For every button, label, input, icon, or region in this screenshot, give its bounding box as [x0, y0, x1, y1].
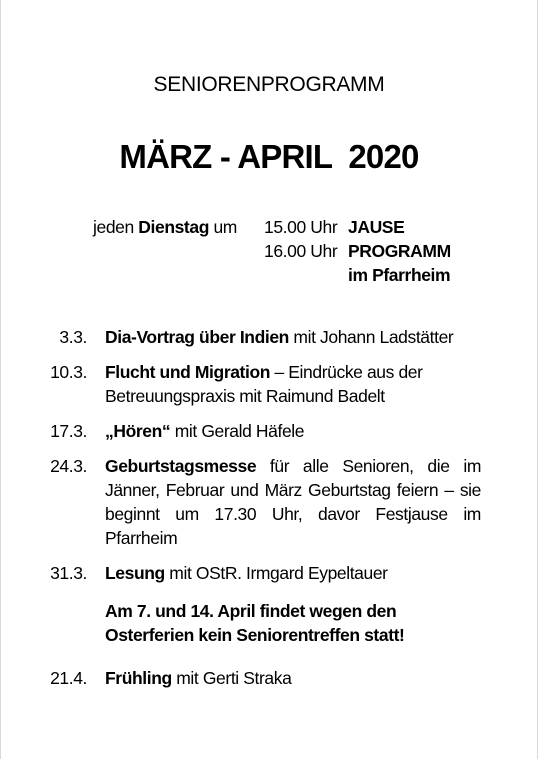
notice-line: Osterferien kein Seniorentreffen statt! [105, 625, 405, 645]
weekly-schedule-times [264, 215, 337, 263]
schedule-time: 16.00 Uhr [264, 241, 338, 261]
event-text: mit Gerti Straka [171, 668, 292, 688]
event-description [105, 666, 481, 690]
event-title: Dia-Vortrag über Indien [105, 327, 289, 347]
event-item [1, 360, 538, 408]
event-description [105, 325, 481, 349]
schedule-location: im Pfarrheim [348, 265, 451, 285]
event-date: 21.4. [50, 668, 87, 688]
lead-day: Dienstag [138, 217, 209, 237]
schedule-activity: JAUSE [348, 217, 405, 237]
event-date: 3.3. [59, 327, 87, 347]
event-text: mit Johann Ladstätter [288, 327, 454, 347]
event-text: – Eindrücke aus der Betreuungspraxis mit Raimund Badelt [105, 362, 423, 406]
event-title: Lesung [105, 563, 165, 583]
event-title: „Hören“ [105, 421, 171, 441]
holiday-notice [105, 599, 481, 647]
event-title: Flucht und Migration [105, 362, 271, 382]
weekly-schedule-lead [93, 215, 237, 239]
event-description [105, 454, 481, 550]
event-date: 31.3. [50, 563, 87, 583]
event-date: 17.3. [50, 421, 87, 441]
event-title: Frühling [105, 668, 172, 688]
program-title: MÄRZ - APRIL 2020 [119, 138, 419, 175]
event-description [105, 561, 481, 585]
lead-prefix: jeden [93, 217, 139, 237]
event-text: für alle Senioren, die im Jänner, Februar und März Geburtstag feiern – sie beginnt um 17.30 Uhr, davor Festjause im Pfarrheim [105, 456, 481, 548]
program-subtitle: SENIORENPROGRAMM [153, 73, 385, 96]
event-text: mit Gerald Häfele [170, 421, 305, 441]
notice-line: Am 7. und 14. April findet wegen den [105, 601, 397, 621]
event-item [1, 325, 538, 349]
event-item [1, 454, 538, 550]
event-title: Geburtstagsmesse [105, 456, 257, 476]
schedule-activity: PROGRAMM [348, 241, 451, 261]
event-description [105, 360, 481, 408]
event-description [105, 419, 481, 443]
weekly-schedule-activities [348, 215, 451, 287]
lead-suffix: um [209, 217, 237, 237]
schedule-time: 15.00 Uhr [264, 217, 338, 237]
event-date: 10.3. [50, 362, 87, 382]
event-date: 24.3. [50, 456, 87, 476]
event-item [1, 419, 538, 443]
event-item [1, 666, 538, 690]
event-text: mit OStR. Irmgard Eypeltauer [164, 563, 388, 583]
event-list [1, 325, 538, 701]
event-item [1, 561, 538, 585]
